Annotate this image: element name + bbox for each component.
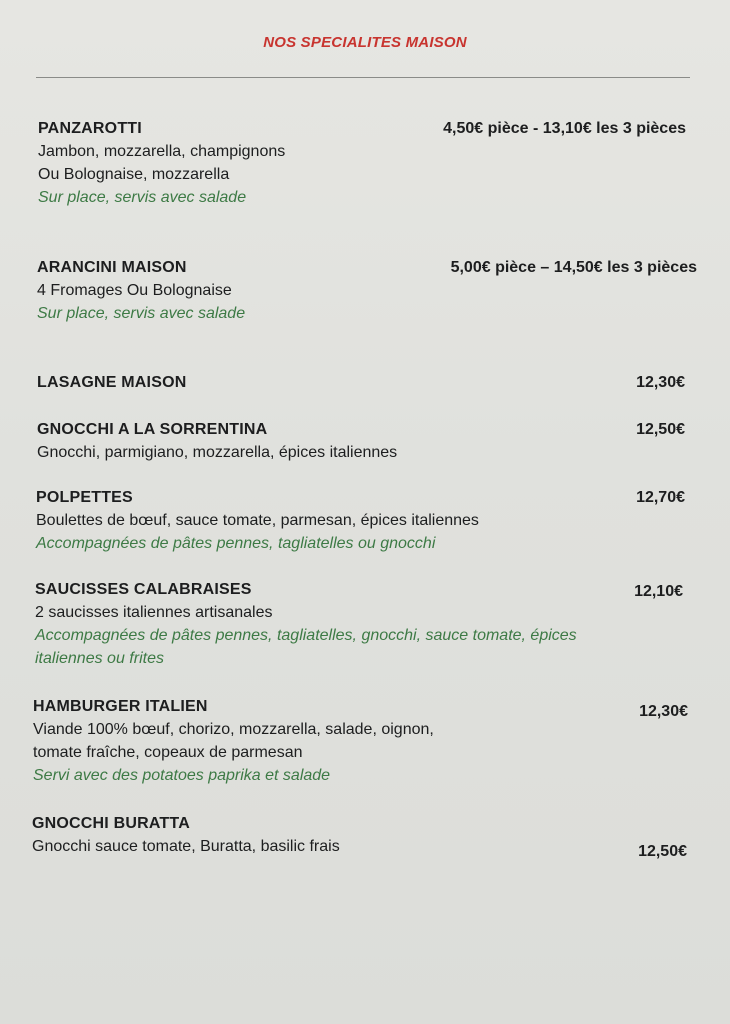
item-name: LASAGNE MAISON xyxy=(37,374,187,391)
menu-item-gnocchi-buratta xyxy=(32,812,340,858)
menu-item-gnocchi-sorrentina xyxy=(37,418,397,464)
menu-item-hamburger xyxy=(33,695,434,787)
item-description: 4 Fromages Ou Bolognaise xyxy=(37,282,232,299)
item-price-lasagne: 12,30€ xyxy=(636,374,685,391)
item-name: POLPETTES xyxy=(36,489,133,506)
item-price-polpettes: 12,70€ xyxy=(636,489,685,506)
item-description: Viande 100% bœuf, chorizo, mozzarella, salade, oignon, xyxy=(33,721,434,738)
menu-item-polpettes xyxy=(36,486,479,555)
item-price-panzarotti: 4,50€ pièce - 13,10€ les 3 pièces xyxy=(443,120,686,137)
item-note: Sur place, servis avec salade xyxy=(37,305,246,322)
item-description: Jambon, mozzarella, champignons xyxy=(38,143,286,160)
item-price-saucisses: 12,10€ xyxy=(634,583,683,600)
item-price-hamburger: 12,30€ xyxy=(639,703,688,720)
item-note: Accompagnées de pâtes pennes, tagliatelles, gnocchi, sauce tomate, épices xyxy=(35,627,577,644)
item-description: 2 saucisses italiennes artisanales xyxy=(35,604,273,621)
item-name: HAMBURGER ITALIEN xyxy=(33,698,208,715)
item-description: tomate fraîche, copeaux de parmesan xyxy=(33,744,303,761)
menu-item-panzarotti xyxy=(38,117,285,209)
item-price-gnocchi-buratta: 12,50€ xyxy=(638,843,687,860)
item-description: Boulettes de bœuf, sauce tomate, parmesan, épices italiennes xyxy=(36,512,479,529)
item-note: Accompagnées de pâtes pennes, tagliatelles ou gnocchi xyxy=(36,535,436,552)
item-name: PANZAROTTI xyxy=(38,120,142,137)
item-price-gnocchi-sorrentina: 12,50€ xyxy=(636,421,685,438)
title-divider xyxy=(36,77,690,78)
item-price-arancini: 5,00€ pièce – 14,50€ les 3 pièces xyxy=(450,259,697,276)
item-name: GNOCCHI BURATTA xyxy=(32,815,190,832)
item-name: GNOCCHI A LA SORRENTINA xyxy=(37,421,268,438)
menu-title: NOS SPECIALITES MAISON xyxy=(263,34,467,51)
item-description: Ou Bolognaise, mozzarella xyxy=(38,166,230,183)
item-name: SAUCISSES CALABRAISES xyxy=(35,581,252,598)
item-note: Servi avec des potatoes paprika et salade xyxy=(33,767,331,784)
item-name: ARANCINI MAISON xyxy=(37,259,187,276)
menu-item-saucisses xyxy=(35,578,577,670)
menu-item-arancini xyxy=(37,256,245,325)
item-description: Gnocchi, parmigiano, mozzarella, épices italiennes xyxy=(37,444,398,461)
menu-item-lasagne xyxy=(37,371,186,394)
item-note: Sur place, servis avec salade xyxy=(38,189,247,206)
item-description: Gnocchi sauce tomate, Buratta, basilic frais xyxy=(32,838,340,855)
item-note: italiennes ou frites xyxy=(35,650,164,667)
